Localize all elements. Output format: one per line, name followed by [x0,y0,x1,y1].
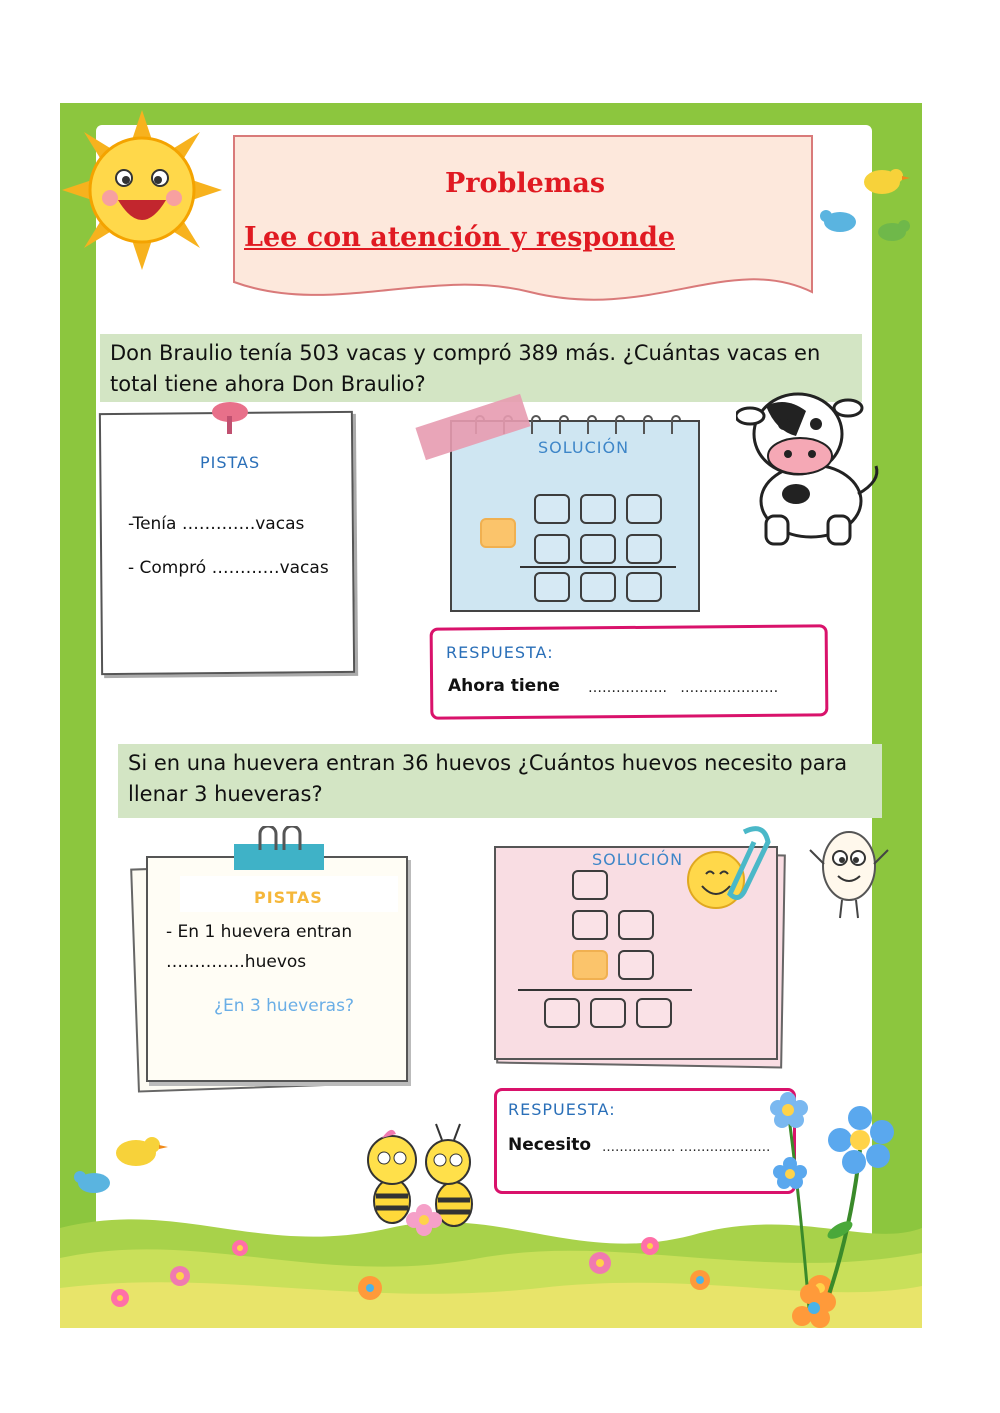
operator-cell[interactable] [572,950,608,980]
pushpin-icon [205,398,255,438]
flower-icon [170,1266,190,1286]
page-title: Problemas [444,168,606,199]
problem1-pistas-label: PISTAS [200,453,261,472]
answer-cell[interactable] [580,494,616,524]
problem1-solucion-label: SOLUCIÓN [538,438,630,457]
problem1-question: Don Braulio tenía 503 vacas y compró 389 más. ¿Cuántas vacas en total tiene ahora Don Braulio? [100,334,862,402]
answer-cell[interactable] [580,572,616,602]
problem2-pistas-label: PISTAS [254,888,323,907]
flower-icon [589,1252,611,1274]
problem2-clue1: - En 1 huevera entran [166,922,353,942]
problem2-respuesta-label: RESPUESTA: [508,1100,616,1119]
flower-icon [111,1289,129,1307]
answer-cell[interactable] [534,494,570,524]
sum-line [520,566,676,568]
answer-cell[interactable] [626,494,662,524]
problem2-question: Si en una huevera entran 36 huevos ¿Cuántos huevos necesito para llenar 3 hueveras? [118,744,882,818]
problem2-solucion-label: SOLUCIÓN [592,850,684,869]
page-subtitle: Lee con atención y responde [244,222,675,253]
answer-cell[interactable] [580,534,616,564]
bees-icon [352,1116,502,1246]
problem1-pistas-note [99,411,355,675]
problem2-answer-text: Necesito [508,1135,592,1155]
answer-cell[interactable] [636,998,672,1028]
answer-cell[interactable] [626,534,662,564]
flower-icon [641,1237,659,1255]
birds-icon [64,1125,174,1205]
problem1-clue1: -Tenía ………….vacas [128,514,305,534]
answer-cell[interactable] [572,870,608,900]
egg-icon [804,820,894,924]
problem1-answer-blank[interactable]: …………….. ………………… [588,680,779,696]
answer-cell[interactable] [626,572,662,602]
problem1-answer-text: Ahora tiene [448,676,560,696]
flower-icon [358,1276,382,1300]
answer-cell[interactable] [618,950,654,980]
answer-cell[interactable] [534,572,570,602]
flower-icon [232,1240,248,1256]
birds-icon [812,160,922,260]
problem1-respuesta-label: RESPUESTA: [446,643,554,662]
answer-cell[interactable] [534,534,570,564]
flower-icon [690,1270,710,1290]
problem2-answer-blank[interactable]: …………….. ………………… [602,1140,771,1155]
operator-cell[interactable] [480,518,516,548]
cow-icon [736,376,886,551]
problem2-clue3: ¿En 3 hueveras? [214,996,354,1016]
answer-cell[interactable] [544,998,580,1028]
clip-wire-icon [250,826,310,850]
problem2-clue2: …………..huevos [166,952,307,972]
sun-icon [62,110,222,270]
answer-cell[interactable] [618,910,654,940]
blue-flowers-icon [760,1080,900,1330]
answer-cell[interactable] [590,998,626,1028]
problem1-clue2: - Compró …………vacas [128,558,329,578]
answer-cell[interactable] [572,910,608,940]
title-banner [230,132,816,310]
product-line [518,989,692,991]
smiley-clip-icon [684,822,784,912]
problem1-answer-box [430,624,829,719]
